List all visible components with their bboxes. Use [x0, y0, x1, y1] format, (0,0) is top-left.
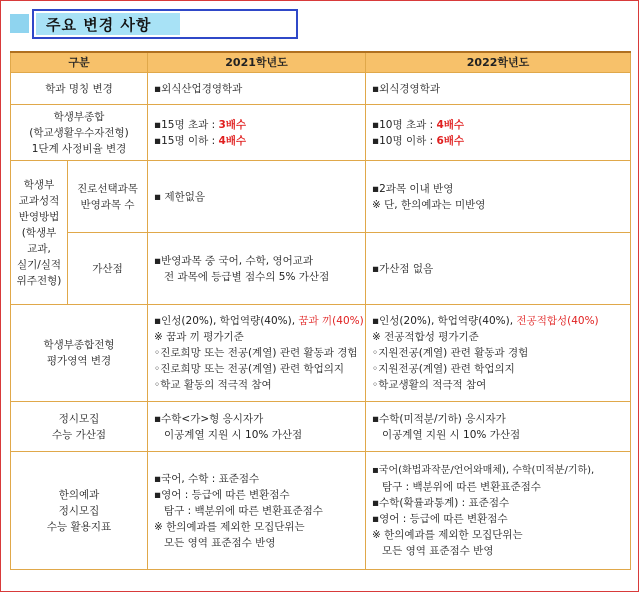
cell-2022-ratio: ▪10명 초과 : 4배수 ▪10명 이하 : 6배수	[366, 105, 631, 161]
row-label-regular-bonus: 정시모집 수능 가산점	[11, 402, 148, 452]
cell-2021-career: ▪ 제한없음	[148, 161, 366, 233]
table-row	[11, 73, 631, 105]
table-row	[11, 161, 631, 233]
row-label-dept-name: 학과 명칭 변경	[11, 73, 148, 105]
changes-table	[10, 51, 631, 570]
table-row	[11, 105, 631, 161]
table-row	[11, 233, 631, 305]
header-2022: 2022학년도	[366, 52, 631, 73]
cell-2021-oriental-med: ▪국어, 수학 : 표준점수 ▪영어 : 등급에 따른 변환점수 탐구 : 백분위에 따른 변환표준점수 ※ 한의예과를 제외한 모집단위는 모든 영역 표준점수 반영	[148, 452, 366, 570]
row-label-bonus: 가산점	[68, 233, 148, 305]
cell-2022-bonus: ▪가산점 없음	[366, 233, 631, 305]
row-label-grade-method: 학생부 교과성적 반영방법 (학생부 교과, 실기/실적 위주전형)	[11, 161, 68, 305]
title-text: 주요 변경 사항	[46, 16, 152, 34]
cell-2021-comprehensive: ▪인성(20%), 학업역량(40%), 꿈과 끼(40%) ※ 꿈과 끼 평가기준 ◦진로희망 또는 전공(계열) 관련 활동과 경험 ◦진로희망 또는 전공(계열) 관련 학업의지 ◦학교 활동의 적극적 참여	[148, 305, 366, 402]
title-marker	[10, 14, 29, 33]
header-category: 구분	[11, 52, 148, 73]
header-2021: 2021학년도	[148, 52, 366, 73]
row-label-oriental-med: 한의예과 정시모집 수능 활용지표	[11, 452, 148, 570]
cell-2021-regular-bonus: ▪수학<가>형 응시자가 이공계열 지원 시 10% 가산점	[148, 402, 366, 452]
cell-2022-dept-name: ▪외식경영학과	[366, 73, 631, 105]
cell-2021-dept-name: ▪외식산업경영학과	[148, 73, 366, 105]
cell-2022-oriental-med: ▪국어(화법과작문/언어와매체), 수학(미적분/기하), 탐구 : 백분위에 따른 변환표준점수 ▪수학(확률과통계) : 표준점수 ▪영어 : 등급에 따른 변환점수 ※ 한의예과를 제외한 모집단위는 모든 영역 표준점수 반영	[366, 452, 631, 570]
cell-2022-career: ▪2과목 이내 반영 ※ 단, 한의예과는 미반영	[366, 161, 631, 233]
cell-2021-ratio: ▪15명 초과 : 3배수 ▪15명 이하 : 4배수	[148, 105, 366, 161]
cell-2021-bonus: ▪반영과목 중 국어, 수학, 영어교과 전 과목에 등급별 점수의 5% 가산점	[148, 233, 366, 305]
row-label-comprehensive: 학생부종합전형 평가영역 변경	[11, 305, 148, 402]
table-row	[11, 452, 631, 570]
title-box	[32, 9, 298, 39]
table-row	[11, 402, 631, 452]
table-row	[11, 305, 631, 402]
table-header-row	[11, 52, 631, 73]
row-label-ratio: 학생부종합 (학교생활우수자전형) 1단계 사정비율 변경	[11, 105, 148, 161]
row-label-career-subjects: 진로선택과목 반영과목 수	[68, 161, 148, 233]
cell-2022-regular-bonus: ▪수학(미적분/기하) 응시자가 이공계열 지원 시 10% 가산점	[366, 402, 631, 452]
cell-2022-comprehensive: ▪인성(20%), 학업역량(40%), 전공적합성(40%) ※ 전공적합성 평가기준 ◦지원전공(계열) 관련 활동과 경험 ◦지원전공(계열) 관련 학업의지 ◦학교생활의 적극적 참여	[366, 305, 631, 402]
